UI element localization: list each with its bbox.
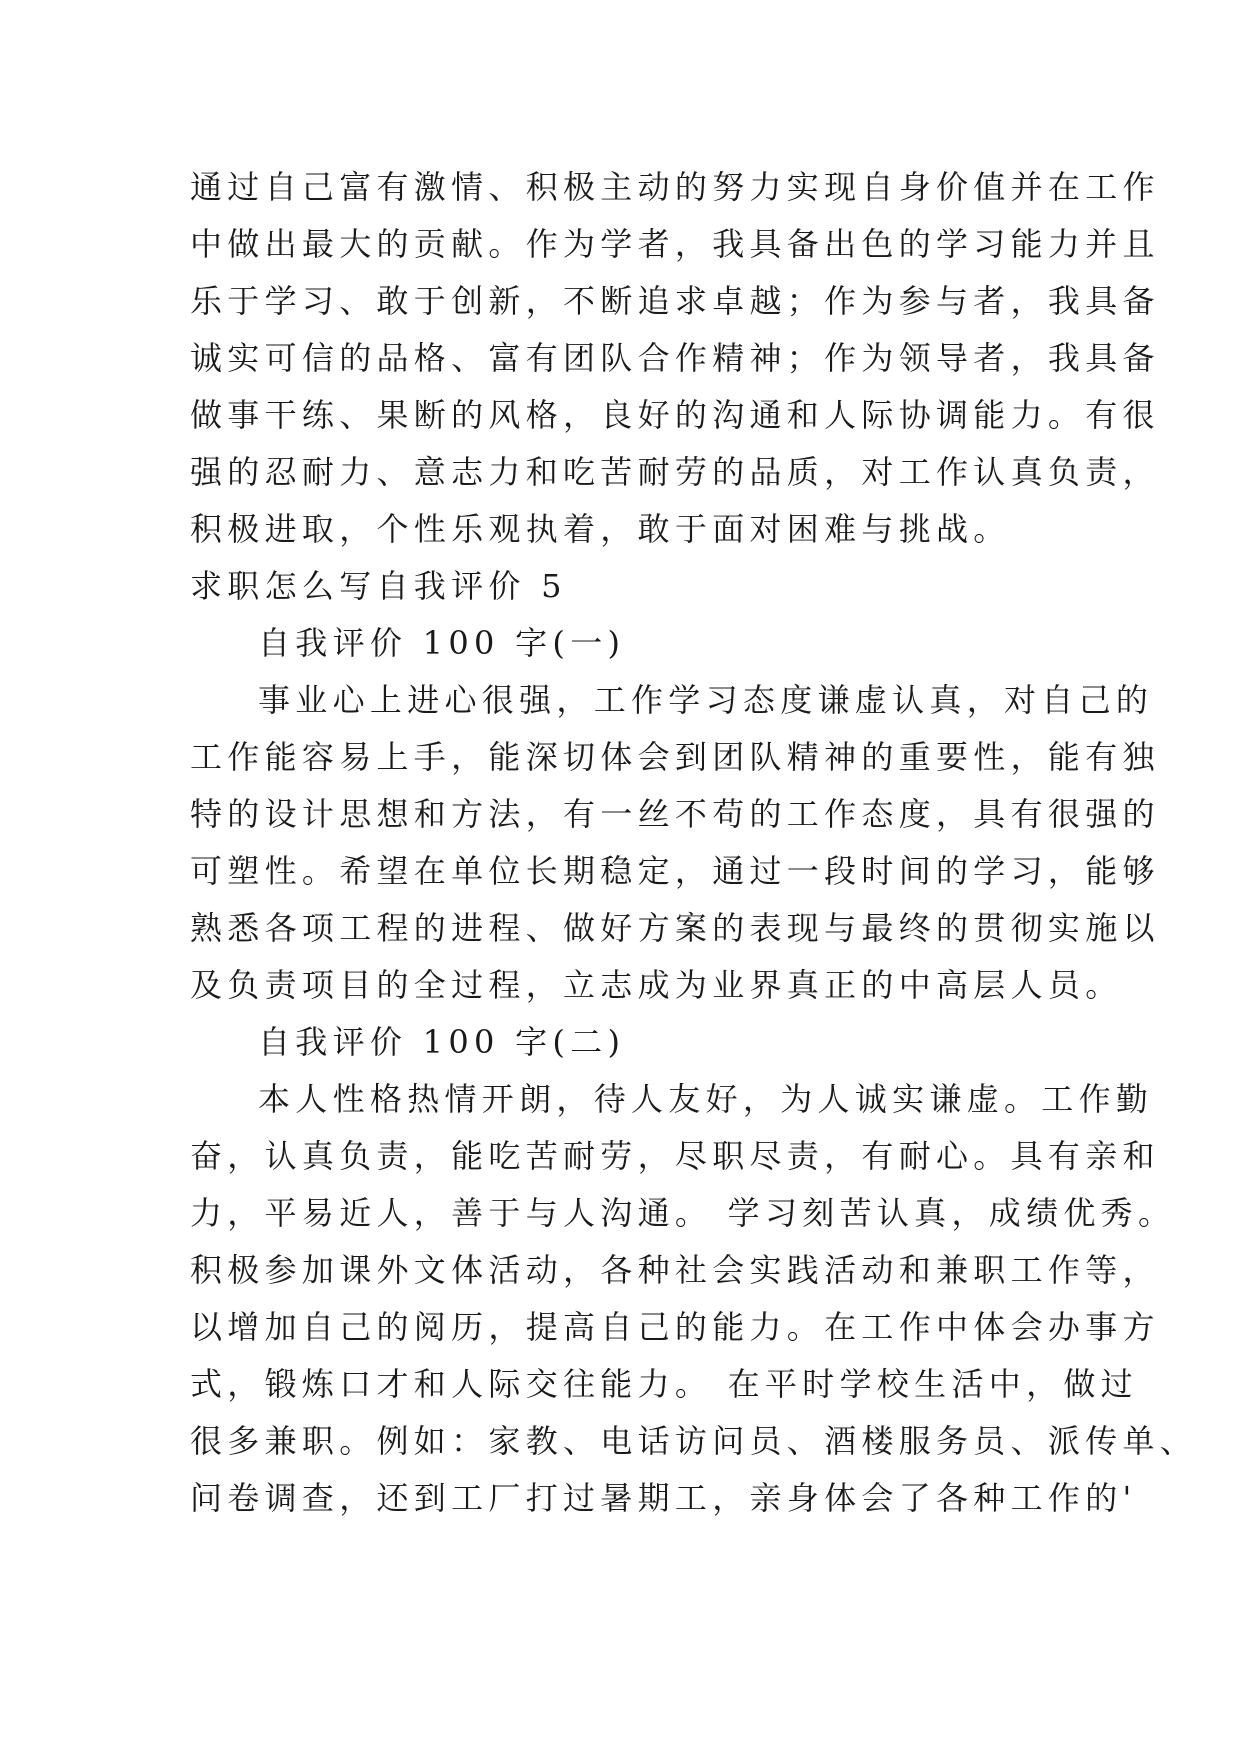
text-line: 特的设计思想和方法，有一丝不苟的工作态度，具有很强的 (190, 795, 1160, 833)
text-line: 问卷调查，还到工厂打过暑期工，亲身体会了各种工作的' (190, 1479, 1137, 1517)
text-line: 熟悉各项工程的进程、做好方案的表现与最终的贯彻实施以 (190, 909, 1160, 947)
text-line: 做事干练、果断的风格，良好的沟通和人际协调能力。有很 (190, 396, 1160, 434)
text-line: 可塑性。希望在单位长期稳定，通过一段时间的学习，能够 (190, 852, 1160, 890)
text-line: 积极进取，个性乐观执着，敢于面对困难与挑战。 (190, 510, 1011, 548)
text-line: 事业心上进心很强，工作学习态度谦虚认真，对自己的 (258, 681, 1154, 719)
section-heading: 求职怎么写自我评价 5 (190, 567, 567, 605)
text-line: 乐于学习、敢于创新，不断追求卓越；作为参与者，我具备 (190, 282, 1160, 320)
text-line: 积极参加课外文体活动，各种社会实践活动和兼职工作等， (190, 1251, 1160, 1289)
text-line: 以增加自己的阅历，提高自己的能力。在工作中体会办事方 (190, 1308, 1160, 1346)
text-line: 式，锻炼口才和人际交往能力。 在平时学校生活中，做过 (190, 1365, 1138, 1403)
text-line: 本人性格热情开朗，待人友好，为人诚实谦虚。工作勤 (258, 1080, 1154, 1118)
text-line: 中做出最大的贡献。作为学者，我具备出色的学习能力并且 (190, 225, 1160, 263)
text-line: 力，平易近人，善于与人沟通。 学习刻苦认真，成绩优秀。 (190, 1194, 1176, 1232)
subsection-heading: 自我评价 100 字(一) (258, 624, 626, 662)
text-line: 通过自己富有激情、积极主动的努力实现自身价值并在工作 (190, 168, 1160, 206)
text-line: 很多兼职。例如：家教、电话访问员、酒楼服务员、派传单、 (190, 1422, 1198, 1460)
subsection-heading: 自我评价 100 字(二) (258, 1023, 626, 1061)
text-line: 诚实可信的品格、富有团队合作精神；作为领导者，我具备 (190, 339, 1160, 377)
text-line: 工作能容易上手，能深切体会到团队精神的重要性，能有独 (190, 738, 1160, 776)
text-line: 及负责项目的全过程，立志成为业界真正的中高层人员。 (190, 966, 1123, 1004)
text-line: 强的忍耐力、意志力和吃苦耐劳的品质，对工作认真负责， (190, 453, 1160, 491)
text-line: 奋，认真负责，能吃苦耐劳，尽职尽责，有耐心。具有亲和 (190, 1137, 1160, 1175)
